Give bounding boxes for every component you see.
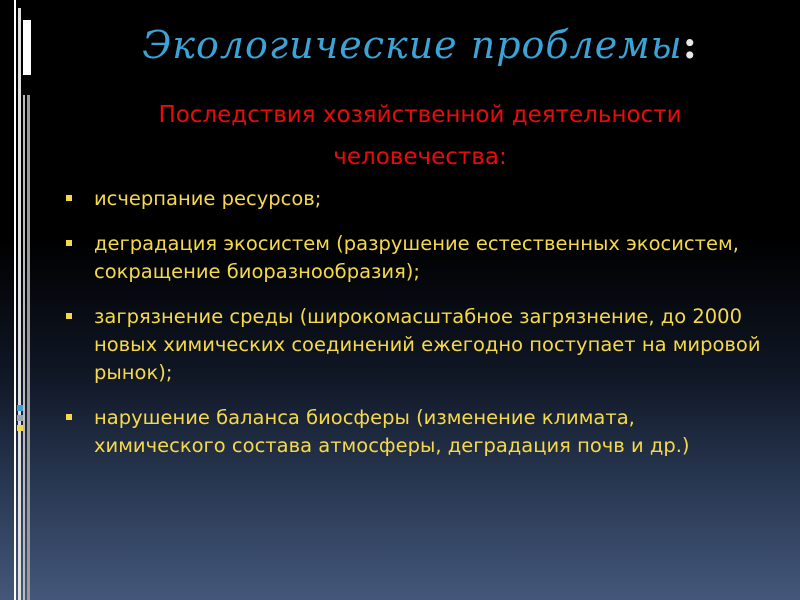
title-colon: : (682, 22, 698, 67)
slide-subtitle (70, 94, 770, 178)
bullet-square-icon (66, 313, 72, 319)
bullet-square-icon (66, 414, 72, 420)
list-item (66, 404, 766, 460)
stripe-line (18, 8, 21, 600)
subtitle-line-2: человечества: (333, 144, 507, 170)
square-icon (17, 425, 23, 431)
slide-title (0, 22, 800, 67)
bullet-square-icon (66, 240, 72, 246)
list-item (66, 303, 766, 387)
bullet-list (66, 185, 766, 477)
title-text: Экологические проблемы (142, 23, 683, 67)
stripe-line (14, 0, 16, 600)
list-item (66, 185, 766, 213)
square-icon (17, 415, 23, 421)
stripe-line (23, 95, 25, 600)
stripe-line (27, 95, 30, 600)
decorative-stripes (0, 0, 34, 600)
bullet-square-icon (66, 195, 72, 201)
square-icon (17, 405, 23, 411)
list-item (66, 230, 766, 286)
subtitle-line-1: Последствия хозяйственной деятельности (158, 102, 682, 128)
list-item-text: нарушение баланса биосферы (изменение климата, химического состава атмосферы, деградация почв и др.) (94, 406, 690, 457)
list-item-text: деградация экосистем (разрушение естественных экосистем, сокращение биоразнообразия); (94, 232, 739, 283)
list-item-text: загрязнение среды (широкомасштабное загрязнение, до 2000 новых химических соединений ежегодно поступает на мировой рынок); (94, 305, 761, 384)
list-item-text: исчерпание ресурсов; (94, 187, 322, 210)
